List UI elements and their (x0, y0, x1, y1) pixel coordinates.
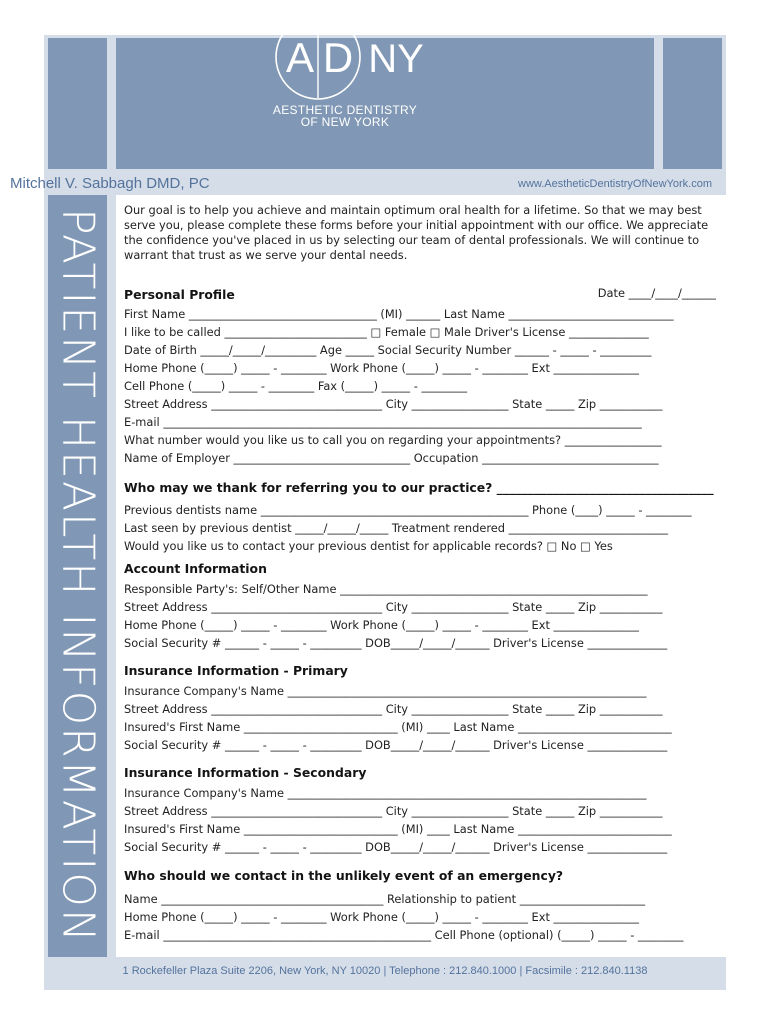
section-insurance-secondary: Insurance Information - Secondary (124, 765, 367, 780)
header-left-block (48, 38, 107, 169)
section-account-information: Account Information (124, 561, 267, 576)
secondary-insured-line[interactable]: Insured's First Name ___________________________ (MI) ____ Last Name ___________________________ (124, 822, 672, 836)
logo-subtitle-line1: AESTHETIC DENTISTRY (272, 103, 418, 117)
section-referral[interactable]: Who may we thank for referring you to our practice? ___________________________________ (124, 480, 714, 495)
secondary-company-line[interactable]: Insurance Company's Name _______________________________________________________________ (124, 786, 647, 800)
logo-letter-a: A (285, 34, 315, 81)
side-band (48, 195, 107, 957)
first-name-line[interactable]: First Name _________________________________ (MI) ______ Last Name _____________________________ (124, 307, 674, 321)
intro-paragraph: Our goal is to help you achieve and maintain optimum oral health for a lifetime. So that we may best serve you, please complete these forms before your initial appointment with our office. We appreciate the confidence you've placed in us by selecting our team of dental professionals. We will continue to warrant that trust as we serve your dental needs. (124, 203, 709, 262)
doctor-name: Mitchell V. Sabbagh DMD, PC (10, 175, 210, 192)
cell-phone-line[interactable]: Cell Phone (_____) _____ - ________ Fax (_____) _____ - ________ (124, 379, 468, 393)
last-seen-line[interactable]: Last seen by previous dentist _____/_____/_____ Treatment rendered ____________________________ (124, 521, 669, 535)
practice-logo (250, 14, 440, 139)
account-address-line[interactable]: Street Address ______________________________ City _________________ State _____ Zip ___________ (124, 600, 663, 614)
logo-letter-d: D (322, 34, 354, 81)
primary-company-line[interactable]: Insurance Company's Name _______________________________________________________________ (124, 684, 647, 698)
primary-insured-line[interactable]: Insured's First Name ___________________________ (MI) ____ Last Name ___________________________ (124, 720, 672, 734)
emergency-phone-line[interactable]: Home Phone (_____) _____ - ________ Work Phone (_____) _____ - ________ Ext _______________ (124, 910, 639, 924)
employer-line[interactable]: Name of Employer _______________________________ Occupation _______________________________ (124, 451, 659, 465)
logo-mark-icon (250, 14, 440, 104)
emergency-email-line[interactable]: E-mail _______________________________________________ Cell Phone (optional) (_____) _____ - ________ (124, 928, 684, 942)
home-phone-line[interactable]: Home Phone (_____) _____ - ________ Work Phone (_____) _____ - ________ Ext _______________ (124, 361, 639, 375)
footer-contact: 1 Rockefeller Plaza Suite 2206, New York, NY 10020 | Telephone : 212.840.1000 | Facsimile : 212.840.1138 (122, 965, 648, 977)
primary-address-line[interactable]: Street Address ______________________________ City _________________ State _____ Zip ___________ (124, 702, 663, 716)
header-right-block (663, 38, 722, 169)
call-number-line[interactable]: What number would you like us to call you on regarding your appointments? _________________ (124, 433, 662, 447)
email-line[interactable]: E-mail ____________________________________________________________________________________ (124, 415, 642, 429)
side-title-text: PATIENT HEALTH INFORMATION (52, 208, 103, 944)
side-title (48, 195, 107, 957)
logo-subtitle-line2: OF NEW YORK (300, 115, 390, 129)
street-address-line[interactable]: Street Address ______________________________ City _________________ State _____ Zip ___________ (124, 397, 663, 411)
primary-ssn-line[interactable]: Social Security # ______ - _____ - _________ DOB_____/_____/______ Driver's License ______________ (124, 738, 668, 752)
secondary-ssn-line[interactable]: Social Security # ______ - _____ - _________ DOB_____/_____/______ Driver's License ______________ (124, 840, 668, 854)
section-insurance-primary: Insurance Information - Primary (124, 663, 348, 678)
section-emergency-contact: Who should we contact in the unlikely event of an emergency? (124, 868, 564, 883)
previous-dentist-line[interactable]: Previous dentists name _______________________________________________ Phone (____) _____ - ________ (124, 503, 692, 517)
secondary-address-line[interactable]: Street Address ______________________________ City _________________ State _____ Zip ___________ (124, 804, 663, 818)
account-phone-line[interactable]: Home Phone (_____) _____ - ________ Work Phone (_____) _____ - ________ Ext _______________ (124, 618, 639, 632)
birth-date-line[interactable]: Date of Birth _____/_____/_________ Age _____ Social Security Number ______ - _____ - _________ (124, 343, 652, 357)
account-ssn-line[interactable]: Social Security # ______ - _____ - _________ DOB_____/_____/______ Driver's License ______________ (124, 636, 668, 650)
emergency-name-line[interactable]: Name _______________________________________ Relationship to patient ______________________ (124, 892, 646, 906)
responsible-party-line[interactable]: Responsible Party's: Self/Other Name ______________________________________________________ (124, 582, 648, 596)
date-field[interactable]: Date ____/____/______ (597, 286, 716, 300)
preferred-name-line[interactable]: I like to be called _________________________ □ Female □ Male Driver's License ______________ (124, 325, 649, 339)
website-link[interactable]: www.AestheticDentistryOfNewYork.com (518, 178, 712, 190)
logo-ny: NY (368, 37, 424, 81)
section-personal-profile: Personal Profile (124, 287, 235, 302)
contact-previous-dentist-line[interactable]: Would you like us to contact your previous dentist for applicable records? □ No □ Yes (124, 539, 613, 553)
